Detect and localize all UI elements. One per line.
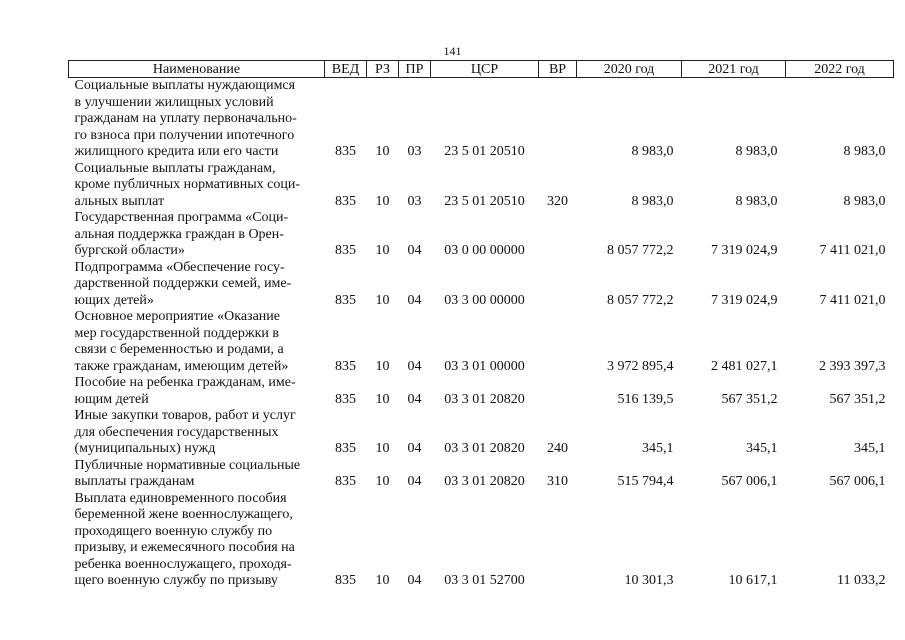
row-2022: 2 393 397,3 [819, 358, 886, 374]
row-vr [539, 309, 577, 375]
row-ved: 835 [335, 573, 356, 588]
header-rz: РЗ [367, 61, 399, 78]
row-2022: 567 006,1 [829, 474, 886, 489]
row-rz: 10 [375, 243, 390, 258]
row-csr: 03 3 01 52700 [444, 573, 525, 588]
row-pr: 04 [407, 358, 422, 374]
row-vr [539, 210, 577, 260]
row-csr: 03 3 01 00000 [444, 358, 525, 374]
row-ved: 835 [335, 391, 356, 407]
row-pr: 04 [407, 441, 422, 456]
row-rz: 10 [375, 391, 390, 407]
row-pr: 04 [407, 391, 422, 407]
row-csr: 03 3 01 20820 [444, 391, 525, 407]
row-2022: 7 411 021,0 [819, 292, 886, 308]
row-name: Выплата единовременного пособия беременной жене военнослужащего, проходящего военную службу по призыву, и ежемесячного пособия на ребенка военнослужащего, проходя- щего военную службу по призыву [74, 490, 295, 588]
row-ved: 835 [335, 243, 356, 258]
row-2020: 515 794,4 [617, 474, 674, 489]
row-2022: 8 983,0 [843, 193, 886, 209]
table-header [69, 61, 894, 78]
row-2020: 3 972 895,4 [607, 358, 674, 374]
row-csr: 03 3 01 20820 [444, 441, 525, 456]
row-2021: 7 319 024,9 [711, 243, 778, 258]
table-row [69, 309, 894, 375]
table-row [69, 458, 894, 491]
row-2020: 345,1 [642, 441, 674, 456]
row-ved: 835 [335, 358, 356, 374]
row-vr [539, 78, 577, 161]
row-2021: 345,1 [746, 441, 778, 456]
row-2020: 516 139,5 [617, 391, 674, 407]
row-2021: 567 006,1 [721, 474, 778, 489]
row-pr: 03 [407, 144, 422, 159]
row-2022: 11 033,2 [837, 573, 886, 588]
row-rz: 10 [375, 193, 390, 209]
header-vr: ВР [539, 61, 577, 78]
row-vr [539, 491, 577, 590]
row-2022: 8 983,0 [843, 144, 886, 159]
row-2020: 8 983,0 [631, 193, 674, 209]
row-2021: 8 983,0 [735, 193, 778, 209]
row-pr: 04 [407, 474, 422, 489]
table-body [69, 78, 894, 590]
row-2021: 8 983,0 [735, 144, 778, 159]
row-csr: 23 5 01 20510 [444, 144, 525, 159]
row-ved: 835 [335, 441, 356, 456]
table-row [69, 78, 894, 161]
row-rz: 10 [375, 292, 390, 308]
row-2020: 8 057 772,2 [607, 243, 674, 258]
row-rz: 10 [375, 358, 390, 374]
row-vr [539, 260, 577, 310]
budget-table [68, 60, 894, 590]
row-vr [539, 375, 577, 408]
header-row [69, 61, 894, 78]
row-2021: 7 319 024,9 [711, 292, 778, 308]
row-csr: 03 3 01 20820 [444, 474, 525, 489]
row-name: Иные закупки товаров, работ и услуг для обеспечения государственных (муниципальных) нужд [74, 408, 296, 456]
row-pr: 04 [407, 292, 422, 308]
row-2021: 567 351,2 [721, 391, 778, 407]
row-2020: 8 057 772,2 [607, 292, 674, 308]
row-csr: 03 3 00 00000 [444, 292, 525, 308]
row-vr: 240 [547, 441, 568, 456]
header-2022: 2022 год [786, 61, 894, 78]
row-rz: 10 [375, 441, 390, 456]
row-csr: 03 0 00 00000 [444, 243, 525, 258]
page-number: 141 [443, 44, 462, 58]
header-ved: ВЕД [325, 61, 367, 78]
header-csr: ЦСР [431, 61, 539, 78]
row-rz: 10 [375, 144, 390, 159]
row-2020: 8 983,0 [631, 144, 674, 159]
row-2021: 2 481 027,1 [711, 358, 778, 374]
header-pr: ПР [399, 61, 431, 78]
row-name: Социальные выплаты нуждающимся в улучшении жилищных условий гражданам на уплату первоначально- го взноса при получении ипотечного жилищного кредита или его части [74, 78, 297, 159]
row-rz: 10 [375, 474, 390, 489]
header-2020: 2020 год [577, 61, 682, 78]
row-vr: 320 [547, 193, 568, 209]
row-pr: 04 [407, 573, 422, 588]
row-ved: 835 [335, 292, 356, 308]
row-name: Основное мероприятие «Оказание мер государственной поддержки в связи с беременностью и родами, а также гражданам, имеющим детей» [74, 309, 289, 374]
table-row [69, 260, 894, 310]
row-2022: 345,1 [854, 441, 886, 456]
row-csr: 23 5 01 20510 [444, 193, 525, 209]
row-name: Подпрограмма «Обеспечение госу- дарственной поддержки семей, име- ющих детей» [74, 259, 292, 308]
table-row [69, 375, 894, 408]
row-pr: 04 [407, 243, 422, 258]
table-row [69, 161, 894, 211]
row-2020: 10 301,3 [624, 573, 674, 588]
row-rz: 10 [375, 573, 390, 588]
row-pr: 03 [407, 193, 422, 209]
row-name: Публичные нормативные социальные выплаты гражданам [74, 457, 301, 489]
row-name: Социальные выплаты гражданам, кроме публичных нормативных соци- альных выплат [74, 160, 300, 209]
row-2022: 7 411 021,0 [819, 243, 886, 258]
row-vr: 310 [547, 474, 568, 489]
row-ved: 835 [335, 144, 356, 159]
table-row [69, 408, 894, 458]
row-2021: 10 617,1 [728, 573, 778, 588]
header-name: Наименование [69, 61, 325, 78]
row-name: Государственная программа «Соци- альная поддержка граждан в Орен- бургской области» [74, 210, 289, 258]
header-2021: 2021 год [682, 61, 786, 78]
row-name: Пособие на ребенка гражданам, име- ющим детей [74, 375, 296, 407]
table-row [69, 210, 894, 260]
table-row [69, 491, 894, 590]
row-2022: 567 351,2 [829, 391, 886, 407]
row-ved: 835 [335, 193, 356, 209]
row-ved: 835 [335, 474, 356, 489]
